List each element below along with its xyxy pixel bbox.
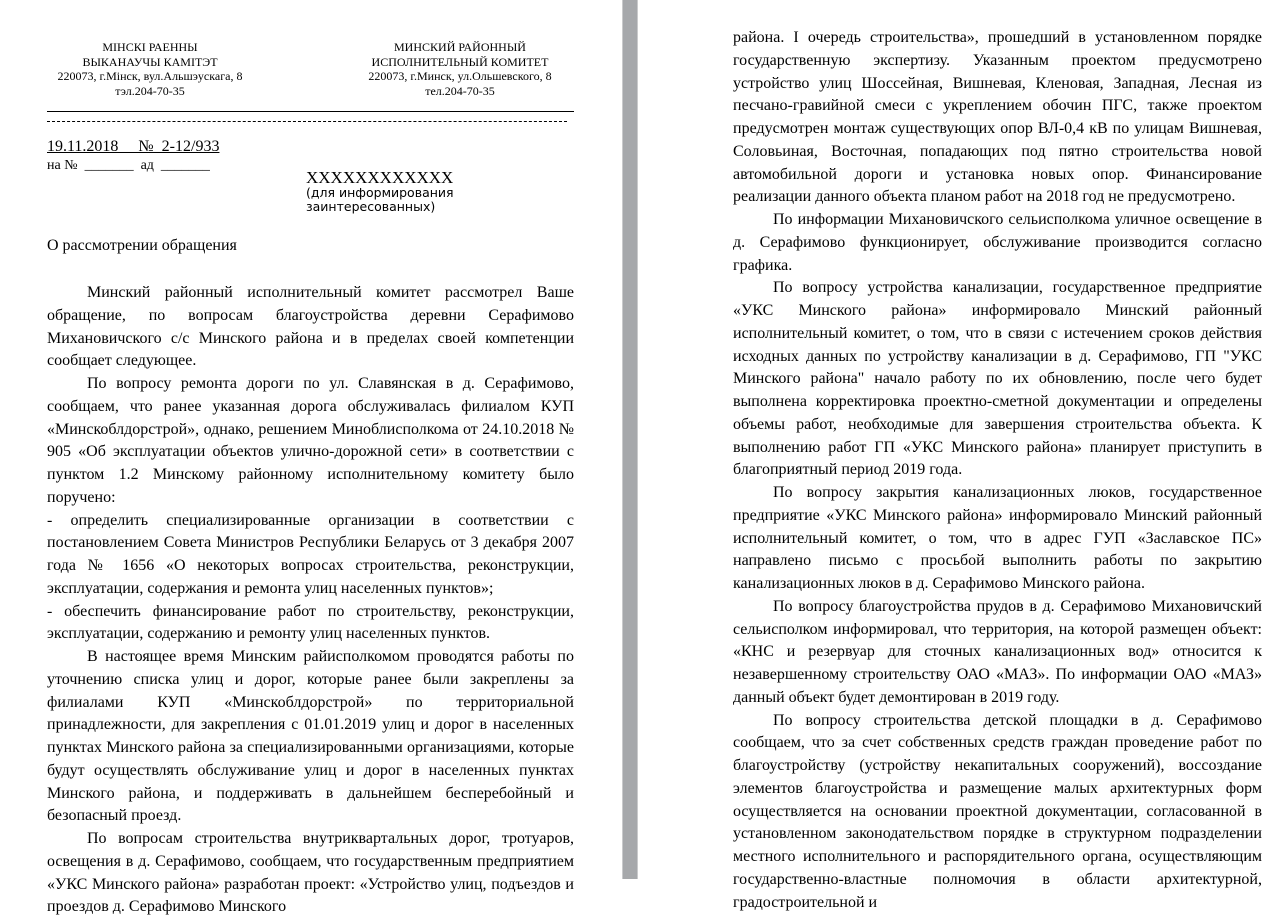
org-phone: тел.204-70-35 (425, 83, 495, 98)
page1-body (47, 282, 574, 919)
org-phone: тэл.204-70-35 (115, 83, 185, 98)
paragraph: В настоящее время Минским райисполкомом проводятся работы по уточнению списка улиц и дорог, которые ранее были закреплены за филиалами КУП «Минскоблдорстрой» по территориальной принадлежности, для закрепления с 01.01.2019 улиц и дорог в населенных пунктах Минского района за специализированными организациями, которые будут осуществлять обслуживание улиц и дорог в населенных пунктах Минского района, и поддерживать в дальнейшем бесперебойный и безопасный проезд. (47, 648, 574, 825)
letterhead-rule (47, 121, 567, 122)
org-name-line2: ВЫКАНАУЧЫ КАМІТЭТ (82, 54, 218, 69)
paragraph: По вопросам строительства внутриквартальных дорог, тротуаров, освещения в д. Серафимово, сообщаем, что государственным предприятием «УКС Минского района» разработан проект: «Устройство улиц, подъездов и проездов д. Серафимово Минского (47, 830, 574, 916)
addressee-note (306, 186, 454, 214)
addressee-name[interactable]: ХХХХХХХХХХХХ (306, 168, 454, 187)
addressee-note-line2: заинтересованных) (306, 199, 436, 214)
addressee-note-line1: (для информирования (306, 185, 454, 200)
subject: О рассмотрении обращения (47, 237, 237, 254)
paragraph: По вопросу строительства детской площадки в д. Серафимово сообщаем, что за счет собственных средств граждан проведение работ по благоустройству (устройству некапитальных сооружений), воссоздание элементов благоустройства и размещение малых архитектурных форм осуществляется на основании проектной документации, согласованной в установленном законодательством порядке в структурном подразделении местного исполнительного и распорядительного органа, осуществляющим государственно-властные полномочия в области архитектурной, градостроительной и (733, 711, 1262, 911)
document-page-1 (0, 0, 622, 916)
paragraph: По вопросу устройства канализации, государственное предприятие «УКС Минского района» информировало Минский районный исполнительный комитет, о том, что в связи с истечением сроков действия исходных данных по устройству канализации в д. Серафимово, ГП "УКС Минского района" начало работу по их обновлению, после чего будет выполнена корректировка проектно-сметной документации и определены объемы работ, необходимые для завершения строительства объекта. К выполнению работ ГП «УКС Минского района» планирует приступить в благоприятный период 2019 года. (733, 279, 1262, 479)
org-address: 220073, г.Мінск, вул.Альшэускага, 8 (57, 69, 243, 83)
page-gap (622, 0, 638, 879)
org-address: 220073, г.Минск, ул.Ольшевского, 8 (368, 69, 552, 83)
reply-reference: на № _______ ад _______ (47, 158, 210, 173)
list-item: - обеспечить финансирование работ по строительству, реконструкции, эксплуатации, содержанию и ремонту улиц населенных пунктов. (47, 602, 574, 643)
org-name-line1: МИНСКИЙ РАЙОННЫЙ (394, 40, 526, 54)
letterhead-russian (355, 40, 565, 98)
paragraph: района. I очередь строительства», прошедший в установленном порядке государственную экспертизу. Указанным проектом предусмотрено устройство улиц Шоссейная, Вишневая, Кленовая, Западная, Лесная из песчано-гравийной смеси с укреплением обочин ПГС, также проектом предусмотрен монтаж существующих опор ВЛ-0,4 кВ по улицам Вишневая, Соловьиная, Восточная, попадающих под пятно строительства новой автомобильной дороги и установка новых опор. Финансирование реализации данного объекта планом работ на 2018 год не предусмотрено. (733, 29, 1262, 206)
document-page-2 (638, 0, 1280, 911)
org-name-line1: МІНСКІ РАЕННЫ (102, 40, 198, 54)
page2-body (733, 27, 1262, 914)
paragraph: По вопросу закрытия канализационных люков, государственное предприятие «УКС Минского района» информировало Минский районный исполнительный комитет, о том, что в адрес ГУП «Заславское ПС» направлено письмо с просьбой выполнить работы по закрытию канализационных люков в д. Серафимово Минского района. (733, 484, 1262, 592)
paragraph: По вопросу благоустройства прудов в д. Серафимово Михановичский сельисполком информировал, что территория, на которой размещен объект: «КНС и резервуар для сточных канализационных вод» относится к незавершенному строительству ОАО «МАЗ». По информации ОАО «МАЗ» данный объект будет демонтирован в 2019 году. (733, 597, 1262, 706)
paragraph: По информации Михановичского сельисполкома уличное освещение в д. Серафимово функционирует, обслуживание производится согласно графика. (733, 211, 1262, 274)
list-item: - определить специализированные организации в соответствии с постановлением Совета Министров Республики Беларусь от 3 декабря 2007 года № 1656 «О некоторых вопросах строительства, реконструкции, эксплуатации, содержания и ремонта улиц населенных пунктов»; (47, 511, 574, 597)
paragraph: По вопросу ремонта дороги по ул. Славянская в д. Серафимово, сообщаем, что ранее указанная дорога обслуживалась филиалом КУП «Минскоблдорстрой», однако, решением Миноблисполкома от 24.10.2018 № 905 «Об эксплуатации объектов улично-дорожной сети» в соответствии с пунктом 1.2 Минскому районному исполнительному комитету было поручено: (47, 375, 574, 506)
letterhead-belarusian (50, 40, 250, 98)
letterhead-rule (47, 111, 574, 112)
paragraph: Минский районный исполнительный комитет рассмотрел Ваше обращение, по вопросам благоустройства деревни Серафимово Михановичского с/с Минского района и в пределах своей компетенции сообщает следующее. (47, 284, 574, 370)
date-number: 19.11.2018 № 2-12/933 (47, 138, 220, 155)
org-name-line2: ИСПОЛНИТЕЛЬНЫЙ КОМИТЕТ (371, 54, 549, 69)
